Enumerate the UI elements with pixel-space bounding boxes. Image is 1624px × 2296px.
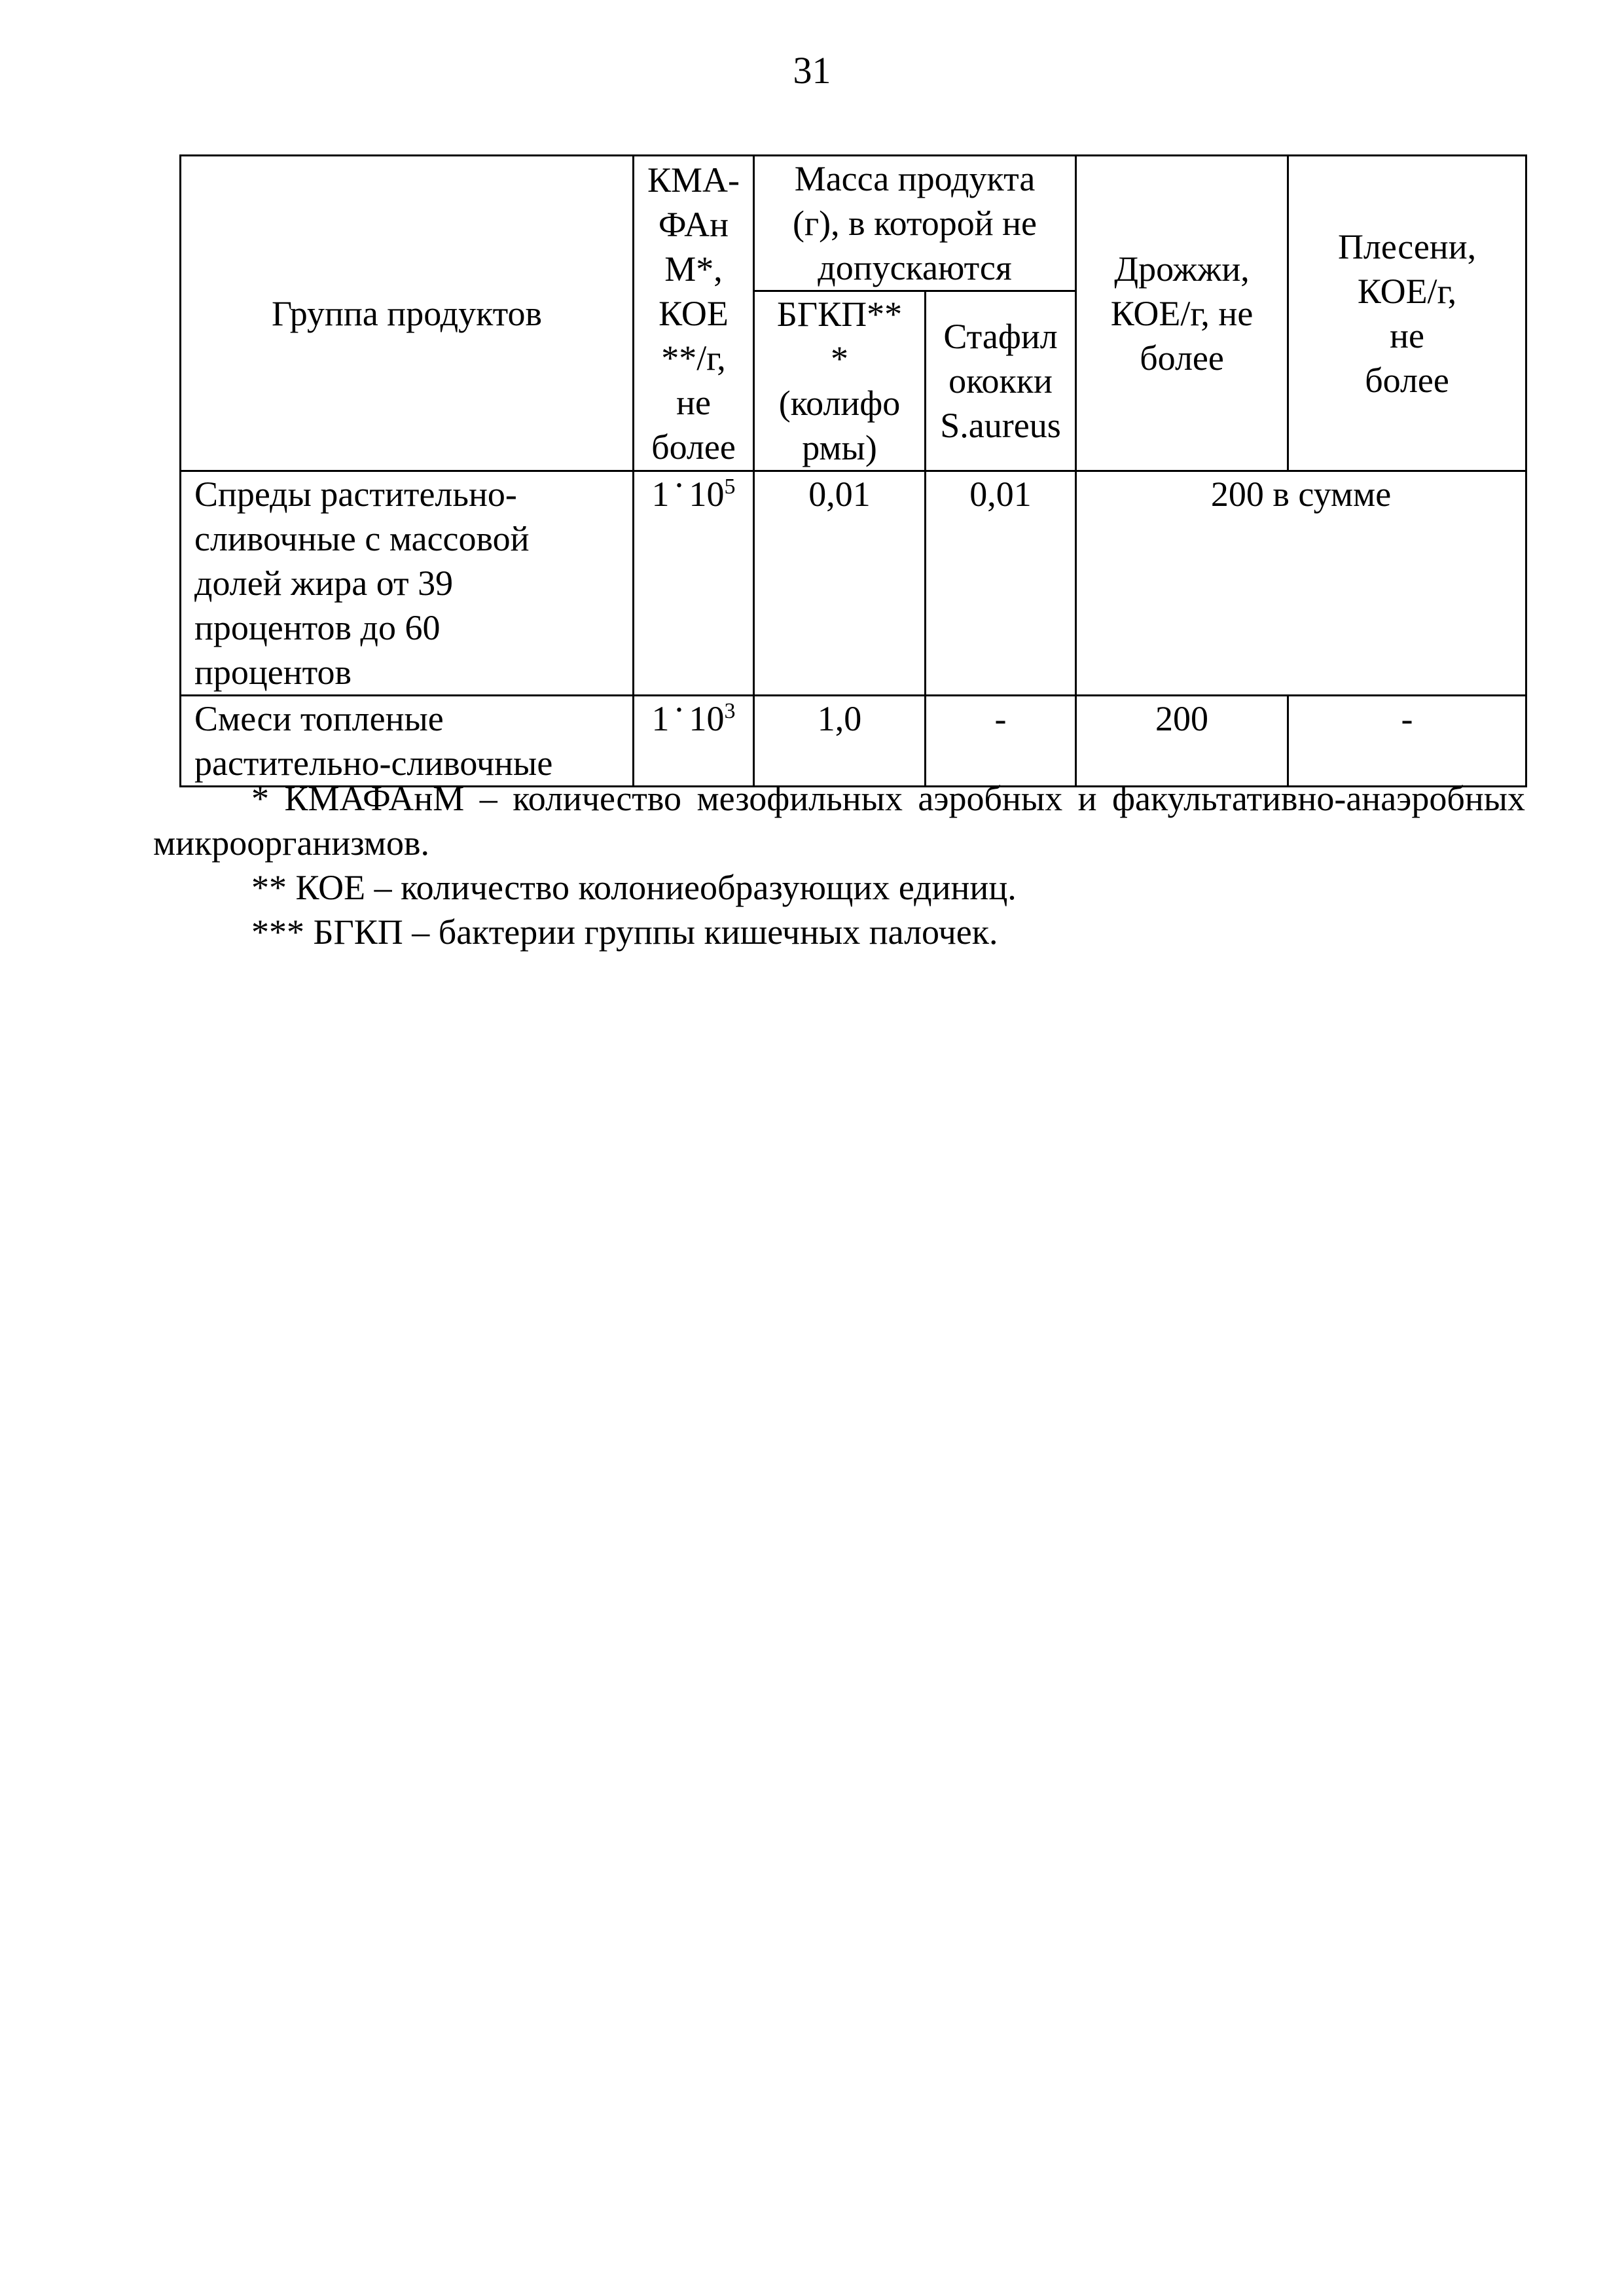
staphylococci-value: 0,01 [926,471,1076,696]
footnote-bgkp: *** БГКП – бактерии группы кишечных палочек. [251,912,998,952]
product-group-cell: Смеси топленые растительно-сливочные [181,696,634,787]
footnote-kmafanm: * КМАФАнМ – количество мезофильных аэробных и факультативно-анаэробных микроорганизмов. [153,779,1525,863]
table-row [181,696,1526,787]
yeast-mold-sum-value: 200 в сумме [1076,471,1526,696]
kmafanm-value: $1 \cdot 10^3$ [634,696,754,787]
header-row-1 [181,156,1526,291]
mold-value: - [1288,696,1526,787]
microbiological-norms-table [179,154,1527,787]
product-group-cell: Спреды растительно- сливочные с массовой долей жира от 39 процентов до 60 процентов [181,471,634,696]
bgkp-value: 1,0 [754,696,926,787]
header-kmafanm: КМА- ФАн М*, КОЕ **/г, не более [634,156,754,471]
bgkp-value: 0,01 [754,471,926,696]
kmafanm-value: $1 \cdot 10^5$ [634,471,754,696]
header-mass-not-allowed: Масса продукта (г), в которой не допускаются [754,156,1076,291]
header-mold: Плесени, КОЕ/г, не более [1288,156,1526,471]
table-row [181,471,1526,696]
page-number: 31 [793,49,831,92]
footnote-koe: ** КОЕ – количество колониеобразующих единиц. [251,868,1017,907]
header-yeast: Дрожжи, КОЕ/г, не более [1076,156,1288,471]
staphylococci-value: - [926,696,1076,787]
header-product-group: Группа продуктов [181,156,634,471]
footnotes [153,776,1525,954]
yeast-value: 200 [1076,696,1288,787]
header-staphylococci: Стафил ококки S.aureus [926,291,1076,471]
header-bgkp: БГКП** * (колифо рмы) [754,291,926,471]
